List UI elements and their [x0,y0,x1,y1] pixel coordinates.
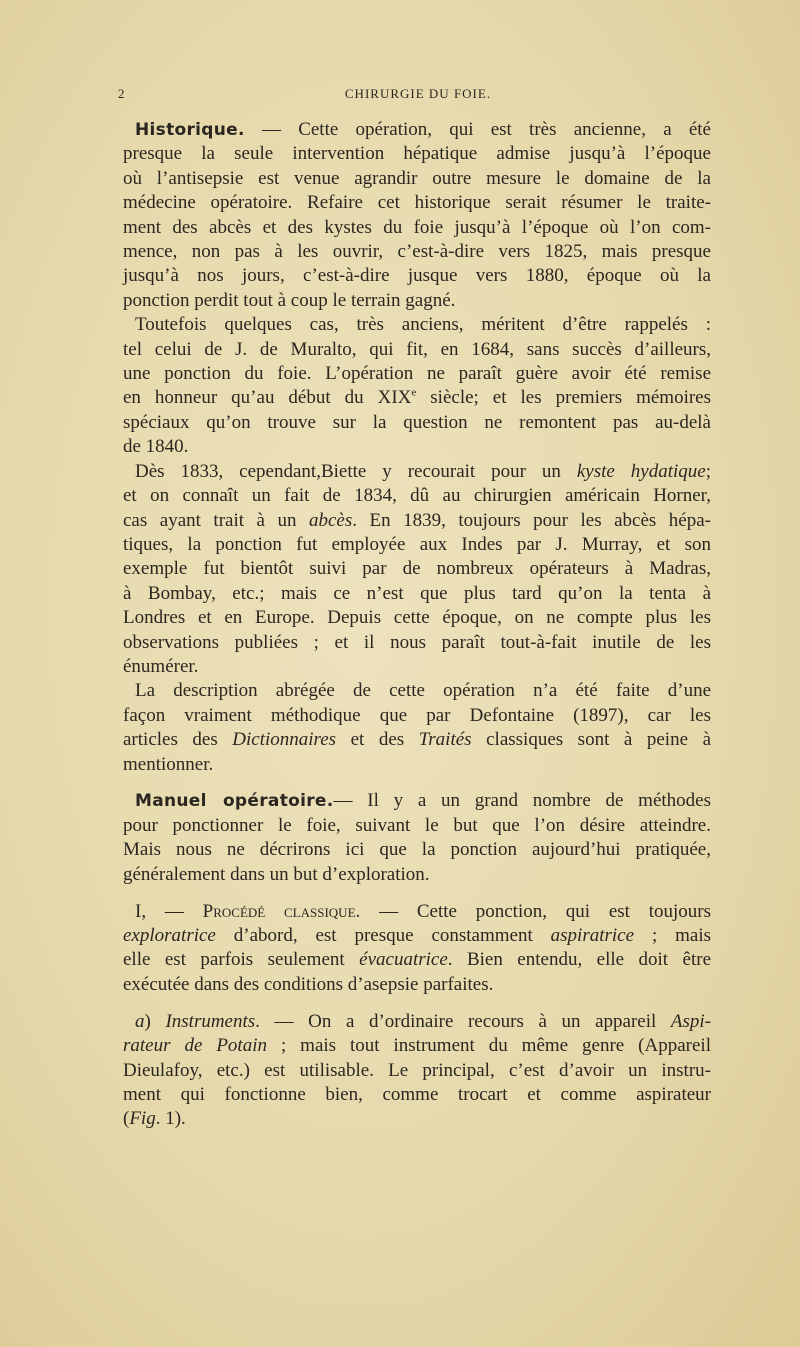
text-line [123,606,711,630]
text-run: Dès 1833, cependant,Biette y recourait pour un [135,460,577,482]
text-run: ) [144,1010,166,1032]
text-run: spéciaux qu’on trouve sur la question ne remontent pas au-delà [123,411,711,433]
paragraph [123,1010,711,1132]
text-run: presque la seule intervention hépatique admise jusqu’à l’époque [123,143,711,165]
paragraph [123,313,711,459]
italic-text: évacuatrice [359,949,448,971]
running-title: CHIRURGIE DU FOIE. [344,86,492,101]
text-line [123,313,711,337]
text-run: La description abrégée de cette opération n’a été faite d’une [135,680,711,702]
italic-text: kyste hydatique [576,460,706,482]
text-run: mentionner. [123,753,214,775]
text-run: ; [705,460,711,482]
text-run: une ponction du foie. L’opération ne paraît guère avoir été remise [123,363,711,385]
text-line [123,1034,711,1058]
text-line [123,435,711,459]
paragraph [123,460,711,680]
section-heading: Historique. [135,120,245,140]
text-line [123,167,711,191]
text-run: . 1). [155,1108,186,1130]
italic-text: Instruments [165,1010,256,1032]
text-run: généralement dans un but d’exploration. [123,863,430,885]
text-line [123,338,711,362]
text-line [123,900,711,924]
italic-text: rateur de Potain [123,1035,267,1057]
italic-text: aspiratrice [550,925,635,946]
text-line [123,362,711,386]
text-run: ( [123,1108,130,1130]
text-run: ; mais tout instrument du même genre (Appareil [267,1035,711,1057]
text-line [123,386,711,410]
text-line [123,789,711,813]
text-line [123,582,711,606]
text-run: ponction perdit tout à coup le terrain gagné. [123,289,456,311]
text-line [123,924,711,948]
text-line [123,1083,711,1107]
text-run: à Bombay, etc.; mais ce n’est que plus tard qu’on la tenta à [123,582,711,604]
text-run: . — On a d’ordinaire recours à un appareil [255,1010,671,1032]
page-header [118,86,718,106]
text-line [123,655,711,679]
italic-text: exploratrice [123,925,216,946]
text-run: Toutefois quelques cas, très anciens, méritent d’être rappelés : [135,314,711,336]
text-line [123,728,711,752]
italic-text: abcès [308,509,353,531]
text-run: ment des abcès et des kystes du foie jusqu’à l’époque où l’on com- [123,216,711,238]
text-run: médecine opératoire. Refaire cet historique serait résumer le traite- [123,192,711,214]
text-run: tel celui de J. de Muralto, qui fit, en 1684, sans succès d’ailleurs, [123,338,711,360]
text-line [123,838,711,862]
text-line [123,1059,711,1083]
body-text [123,118,711,1132]
text-run: et on connaît un fait de 1834, dû au chirurgien américain Horner, [123,485,711,507]
text-line [123,679,711,703]
text-run: ment qui fonctionne bien, comme trocart et comme aspirateur [123,1083,711,1105]
text-line [123,264,711,288]
text-line [123,948,711,972]
text-line [123,411,711,435]
text-run: Mais nous ne décrirons ici que la ponction aujourd’hui pratiquée, [123,839,711,861]
text-line [123,460,711,484]
text-line [123,1010,711,1034]
text-run: exécutée dans des conditions d’asepsie parfaites. [123,973,494,995]
text-line [123,557,711,581]
text-line [123,814,711,838]
text-run: Procédé classique [202,900,356,922]
text-run: . — Cette ponction, qui est toujours [355,900,712,922]
italic-text: Aspi- [670,1010,712,1032]
text-line [123,631,711,655]
text-run: ; mais [634,925,711,946]
text-run: et des [336,729,419,751]
text-run: en honneur qu’au début du XIX [123,387,412,409]
text-line [123,142,711,166]
text-run: . Bien entendu, elle doit être [447,949,712,971]
text-run: cas ayant trait à un [123,509,309,531]
text-run: . En 1839, toujours pour les abcès hépa- [352,509,711,531]
text-run: d’abord, est presque constamment [215,925,551,946]
section-heading: Manuel opératoire. [135,791,334,812]
text-run: Dieulafoy, etc.) est utilisable. Le principal, c’est d’avoir un instru- [123,1059,711,1081]
text-line [123,118,711,142]
text-line [123,484,711,508]
text-run: de 1840. [123,436,189,458]
paragraph [123,900,711,998]
text-run: articles des [123,729,233,751]
italic-text: Fig [129,1108,156,1130]
italic-text: a [135,1010,145,1032]
text-run: siècle; et les premiers mémoires [416,387,712,409]
text-run: classiques sont à peine à [471,729,711,751]
text-line [123,191,711,215]
text-line [123,533,711,557]
text-run: jusqu’à nos jours, c’est-à-dire jusque vers 1880, époque où la [123,265,711,287]
paragraph [123,118,711,313]
text-line [123,509,711,533]
text-run: — Cette opération, qui est très ancienne, a été [244,119,711,140]
italic-text: Dictionnaires [232,729,337,751]
text-run: où l’antisepsie est venue agrandir outre mesure le domaine de la [123,167,711,189]
text-run: elle est parfois seulement [123,949,360,971]
text-run: I, — [135,900,203,922]
text-line [123,973,711,997]
text-run: tiques, la ponction fut employée aux Indes par J. Murray, et son [123,533,711,555]
text-run: pour ponctionner le foie, suivant le but que l’on désire atteindre. [123,814,711,836]
text-run: — Il y a un grand nombre de méthodes [333,790,711,812]
text-line [123,863,711,887]
paragraph [123,789,711,887]
text-run: énumérer. [123,655,199,677]
text-line [123,216,711,240]
paragraph [123,679,711,777]
text-run: e [411,387,417,400]
text-line [123,753,711,777]
text-run: observations publiées ; et il nous paraît tout-à-fait inutile de les [123,631,711,653]
text-run: Londres et en Europe. Depuis cette époque, on ne compte plus les [123,607,711,629]
text-line [123,289,711,313]
italic-text: Traités [418,729,472,751]
text-run: mence, non pas à les ouvrir, c’est-à-dire vers 1825, mais presque [123,241,711,263]
text-run: exemple fut bientôt suivi par de nombreux opérateurs à Madras, [123,558,711,580]
text-run: façon vraiment méthodique que par Defontaine (1897), car les [123,704,711,726]
text-line [123,704,711,728]
page-number: 2 [118,86,126,101]
text-line [123,240,711,264]
text-line [123,1107,711,1131]
